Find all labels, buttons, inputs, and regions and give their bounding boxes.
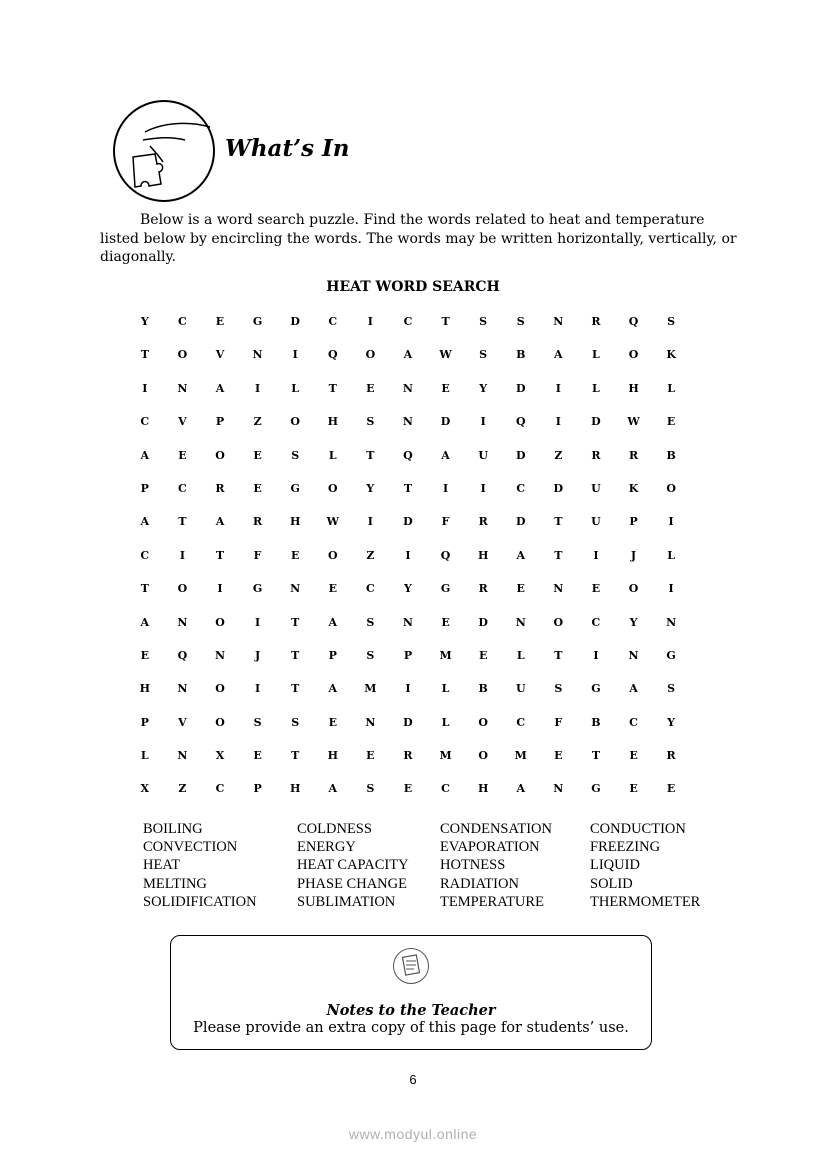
grid-letter[interactable]: R [478,582,488,596]
grid-letter[interactable]: L [441,682,450,696]
grid-letter[interactable]: O [327,481,338,495]
grid-letter[interactable]: A [328,615,338,629]
grid-letter[interactable]: E [629,749,638,763]
grid-letter[interactable]: N [402,615,413,629]
grid-letter[interactable]: L [592,348,600,362]
grid-letter[interactable]: L [328,448,337,462]
grid-letter[interactable]: A [328,782,338,796]
word-list-item: SUBLIMATION [297,893,396,910]
grid-letter[interactable]: T [291,615,300,629]
grid-letter[interactable]: P [140,715,149,729]
grid-letter[interactable]: N [214,648,226,662]
grid-letter[interactable]: T [140,348,149,362]
grid-letter[interactable]: Q [327,348,338,362]
grid-letter[interactable]: I [593,548,599,562]
section-title: What’s In [225,135,350,162]
grid-letter[interactable]: J [254,648,261,662]
grid-letter[interactable]: S [366,615,375,629]
grid-letter[interactable]: I [142,381,148,395]
grid-letter[interactable]: A [554,348,563,362]
grid-letter[interactable]: A [629,682,638,696]
grid-letter[interactable]: T [403,481,413,495]
grid-letter[interactable]: T [291,682,300,696]
grid-letter[interactable]: B [666,448,676,462]
grid-letter[interactable]: S [667,682,676,696]
grid-letter[interactable]: N [402,381,413,395]
word-list-item: THERMOMETER [590,893,701,910]
grid-letter[interactable]: O [215,448,225,462]
word-list [143,821,720,912]
word-list-item: PHASE CHANGE [297,875,407,892]
grid-letter[interactable]: D [478,615,488,629]
grid-letter[interactable]: C [365,582,375,596]
grid-letter[interactable]: Y [667,715,676,729]
grid-letter[interactable]: S [479,315,488,328]
grid-letter[interactable]: O [628,582,639,596]
word-list-item: EVAPORATION [440,839,540,856]
grid-letter[interactable]: I [555,381,561,395]
grid-letter[interactable]: A [516,782,525,796]
grid-letter[interactable]: Z [366,548,375,562]
grid-letter[interactable]: K [666,348,676,362]
grid-letter[interactable]: I [217,582,223,596]
grid-letter[interactable]: N [177,615,188,629]
page-number: 6 [409,1072,417,1087]
instructions-text: Below is a word search puzzle. Find the words related to heat and temperature listed below by encircling the words. The words may be written horizontally, vertically, or diagonally. [100,212,737,265]
grid-letter[interactable]: C [441,782,450,796]
grid-letter[interactable]: E [403,782,413,796]
grid-letter[interactable]: L [667,548,675,562]
grid-letter[interactable]: S [366,415,375,429]
grid-letter[interactable]: X [215,749,225,763]
grid-letter[interactable]: M [514,749,527,763]
grid-letter[interactable]: D [591,415,601,429]
grid-letter[interactable]: O [215,715,225,729]
grid-letter[interactable]: I [668,515,674,529]
grid-letter[interactable]: T [441,315,450,328]
grid-letter[interactable]: H [327,749,338,763]
word-list-item: LIQUID [590,857,640,874]
grid-letter[interactable]: G [252,315,263,328]
grid-letter[interactable]: Y [366,481,375,495]
grid-letter[interactable]: W [439,348,452,362]
grid-letter[interactable]: A [215,381,225,395]
grid-letter[interactable]: Y [629,615,638,629]
grid-letter[interactable]: T [591,749,601,763]
grid-letter[interactable]: S [667,315,676,328]
grid-letter[interactable]: N [290,582,301,596]
grid-letter[interactable]: D [515,381,526,395]
grid-letter[interactable]: D [553,481,564,495]
grid-letter[interactable]: I [179,548,185,562]
grid-letter[interactable]: S [366,782,375,796]
word-list-item: CONDUCTION [590,821,686,837]
grid-letter[interactable]: L [516,648,525,662]
grid-letter[interactable]: H [327,415,338,429]
grid-letter[interactable]: T [554,648,563,662]
grid-letter[interactable]: F [441,515,450,529]
grid-letter[interactable]: E [178,448,187,462]
grid-letter[interactable]: T [291,749,300,763]
grid-letter[interactable]: I [555,415,561,429]
grid-letter[interactable]: O [478,749,488,763]
word-list-item: HEAT [143,857,181,874]
grid-letter[interactable]: R [628,448,639,462]
grid-letter[interactable]: T [215,548,225,562]
grid-letter[interactable]: O [177,348,188,362]
grid-letter[interactable]: T [291,648,300,662]
grid-letter[interactable]: I [593,648,599,662]
word-list-item: SOLID [590,875,633,892]
grid-letter[interactable]: C [516,715,526,729]
grid-letter[interactable]: C [516,481,526,495]
grid-letter[interactable]: O [365,348,376,362]
word-list-item: COLDNESS [297,821,372,837]
grid-letter[interactable]: R [403,749,413,763]
grid-letter[interactable]: E [140,648,149,662]
grid-letter[interactable]: Q [403,448,413,462]
grid-letter[interactable]: Q [440,548,451,562]
grid-letter[interactable]: I [292,348,298,362]
grid-letter[interactable]: N [365,715,376,729]
grid-letter[interactable]: C [140,548,150,562]
grid-letter[interactable]: N [628,648,639,662]
grid-letter[interactable]: S [253,715,262,729]
word-list-item: CONDENSATION [440,821,552,837]
instructions [100,211,740,267]
grid-letter[interactable]: R [591,315,601,328]
grid-letter[interactable]: Y [404,582,412,596]
grid-letter[interactable]: A [403,348,413,362]
grid-letter[interactable]: C [328,315,338,328]
word-list-item: BOILING [143,821,203,837]
grid-letter[interactable]: L [592,381,600,395]
grid-letter[interactable]: A [516,548,525,562]
grid-letter[interactable]: E [516,582,525,596]
grid-letter[interactable]: R [215,481,225,495]
grid-letter[interactable]: Y [479,381,488,395]
grid-letter[interactable]: W [627,415,640,429]
grid-letter[interactable]: G [252,582,263,596]
notes-title: Notes to the Teacher [326,1002,496,1019]
grid-letter[interactable]: E [666,782,676,796]
grid-letter[interactable]: H [289,782,301,796]
grid-letter[interactable]: C [178,481,187,495]
grid-letter[interactable]: U [591,481,601,495]
grid-letter[interactable]: E [441,381,450,395]
word-list-item: TEMPERATURE [440,893,544,910]
grid-letter[interactable]: I [405,682,411,696]
grid-letter[interactable]: S [291,715,300,729]
grid-letter[interactable]: H [477,782,489,796]
grid-letter[interactable]: D [290,315,300,328]
grid-letter[interactable]: U [515,682,526,696]
grid-letter[interactable]: S [516,315,525,328]
grid-letter[interactable]: Z [554,448,563,462]
grid-letter[interactable]: T [178,515,187,529]
grid-letter[interactable]: O [290,415,300,429]
grid-letter[interactable]: C [140,415,150,429]
grid-letter[interactable]: V [178,415,187,429]
grid-letter[interactable]: N [553,315,564,328]
grid-letter[interactable]: I [255,682,261,696]
grid-letter[interactable]: T [554,515,563,529]
word-list-item: RADIATION [440,875,519,892]
grid-letter[interactable]: P [253,782,262,796]
grid-letter[interactable]: T [554,548,563,562]
grid-letter[interactable]: O [666,481,676,495]
grid-letter[interactable]: P [328,648,337,662]
grid-letter[interactable]: A [441,448,450,462]
grid-letter[interactable]: O [215,682,225,696]
grid-letter[interactable]: N [402,415,413,429]
grid-letter[interactable]: E [666,415,676,429]
grid-letter[interactable]: G [591,682,601,696]
grid-letter[interactable]: O [553,615,564,629]
grid-letter[interactable]: E [441,615,450,629]
grid-letter[interactable]: L [140,749,149,763]
grid-letter[interactable]: I [668,582,674,596]
grid-letter[interactable]: D [403,515,413,529]
notes-text: Please provide an extra copy of this page for students’ use. [193,1020,629,1036]
grid-letter[interactable]: U [591,515,601,529]
grid-letter[interactable]: T [328,381,337,395]
grid-letter[interactable]: I [367,315,373,328]
grid-letter[interactable]: A [140,515,150,529]
grid-letter[interactable]: E [328,582,337,596]
grid-letter[interactable]: L [291,381,300,395]
grid-letter[interactable]: L [667,381,675,395]
grid-letter[interactable]: O [478,715,488,729]
grid-letter[interactable]: Q [177,648,188,662]
grid-letter[interactable]: S [366,648,375,662]
grid-letter[interactable]: A [215,515,225,529]
grid-letter[interactable]: E [253,448,262,462]
grid-letter[interactable]: L [441,715,450,729]
grid-letter[interactable]: C [629,715,638,729]
grid-letter[interactable]: M [364,682,377,696]
grid-letter[interactable]: T [140,582,149,596]
grid-letter[interactable]: G [591,782,601,796]
grid-letter[interactable]: A [140,448,150,462]
grid-letter[interactable]: T [366,448,375,462]
grid-letter[interactable]: B [591,715,601,729]
grid-letter[interactable]: E [366,381,375,395]
grid-letter[interactable]: S [554,682,563,696]
grid-letter[interactable]: N [553,582,564,596]
grid-letter[interactable]: N [177,381,188,395]
grid-letter[interactable]: Z [178,782,187,796]
grid-letter[interactable]: E [629,782,638,796]
grid-letter[interactable]: D [515,448,526,462]
grid-letter[interactable]: I [255,381,261,395]
grid-letter[interactable]: O [215,615,225,629]
grid-letter[interactable]: B [478,682,488,696]
grid-letter[interactable]: R [666,749,676,763]
watermark: www.modyul.online [348,1126,478,1142]
grid-letter[interactable]: U [478,448,488,462]
grid-letter[interactable]: P [140,481,149,495]
grid-letter[interactable]: H [289,515,301,529]
grid-letter[interactable]: Q [628,315,639,328]
grid-letter[interactable]: F [554,715,563,729]
grid-letter[interactable]: G [440,582,451,596]
grid-letter[interactable]: N [515,615,526,629]
grid-letter[interactable]: H [477,548,489,562]
word-list-item: ENERGY [297,839,356,856]
word-search-grid [126,312,690,813]
word-list-item: FREEZING [590,839,661,856]
grid-letter[interactable]: E [290,548,300,562]
grid-letter[interactable]: A [328,682,338,696]
notes-to-teacher-box [170,935,652,1050]
grid-letter[interactable]: R [478,515,488,529]
grid-letter[interactable]: I [367,515,373,529]
grid-letter[interactable]: E [554,749,563,763]
word-list-item: CONVECTION [143,839,238,856]
grid-letter[interactable]: E [591,582,601,596]
grid-letter[interactable]: P [215,415,225,429]
grid-letter[interactable]: C [591,615,601,629]
grid-letter[interactable]: X [140,782,150,796]
grid-letter[interactable]: E [366,749,375,763]
grid-letter[interactable]: M [439,648,452,662]
grid-letter[interactable]: S [479,348,488,362]
grid-letter[interactable]: M [439,749,452,763]
grid-letter[interactable]: H [139,682,150,696]
grid-letter[interactable]: E [253,749,262,763]
grid-letter[interactable]: V [178,715,187,729]
grid-letter[interactable]: N [177,749,188,763]
grid-letter[interactable]: I [405,548,411,562]
grid-letter[interactable]: O [177,582,188,596]
grid-letter[interactable]: C [178,315,187,328]
puzzle-heading: HEAT WORD SEARCH [326,279,500,295]
hand-puzzle-icon [113,100,215,202]
word-list-item: MELTING [143,875,207,892]
grid-letter[interactable]: Q [515,415,526,429]
grid-letter[interactable]: C [215,782,225,796]
grid-letter[interactable]: P [629,515,638,529]
grid-letter[interactable]: I [442,481,449,495]
grid-letter[interactable]: E [215,315,225,328]
word-list-item: SOLIDIFICATION [143,893,257,910]
grid-letter[interactable]: J [630,548,637,562]
notes-icon [393,948,429,984]
grid-letter[interactable]: E [478,648,488,662]
grid-letter[interactable]: F [253,548,262,562]
grid-letter[interactable]: C [403,315,413,328]
grid-letter[interactable]: N [252,348,263,362]
grid-letter[interactable]: W [326,515,339,529]
word-list-item: HOTNESS [440,857,506,874]
grid-letter[interactable]: E [253,481,262,495]
grid-letter[interactable]: O [628,348,639,362]
grid-letter[interactable]: G [666,648,676,662]
grid-letter[interactable]: O [327,548,338,562]
grid-letter[interactable]: S [291,448,300,462]
grid-letter[interactable]: K [628,481,639,495]
grid-letter[interactable]: N [177,682,188,696]
grid-letter[interactable]: D [515,515,526,529]
grid-letter[interactable]: E [328,715,337,729]
grid-letter[interactable]: Z [253,415,262,429]
grid-letter[interactable]: N [666,615,677,629]
grid-letter[interactable]: Y [140,315,149,328]
grid-letter[interactable]: G [290,481,300,495]
grid-letter[interactable]: I [255,615,261,629]
grid-letter[interactable]: H [628,381,639,395]
grid-letter[interactable]: D [403,715,413,729]
grid-letter[interactable]: A [140,615,150,629]
grid-letter[interactable]: N [553,782,564,796]
grid-letter[interactable]: R [591,448,601,462]
word-list-item: HEAT CAPACITY [297,857,409,874]
grid-letter[interactable]: V [215,348,225,362]
grid-letter[interactable]: I [480,415,486,429]
grid-letter[interactable]: D [440,415,451,429]
grid-letter[interactable]: P [403,648,413,662]
grid-letter[interactable]: R [253,515,263,529]
grid-letter[interactable]: B [516,348,526,362]
grid-letter[interactable]: I [480,481,486,495]
